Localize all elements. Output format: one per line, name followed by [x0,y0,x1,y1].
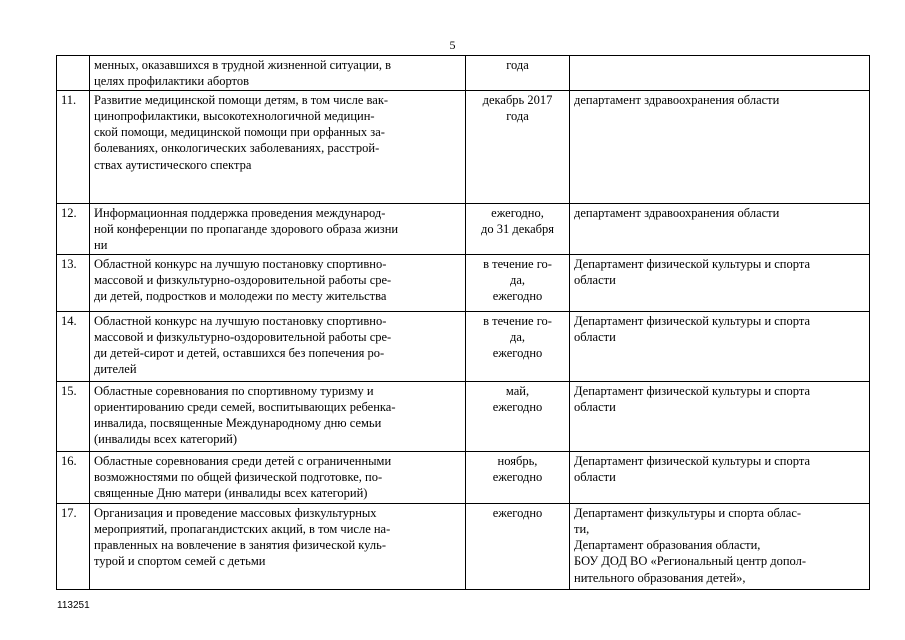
responsible-cell-line: Департамент физической культуры и спорта [574,313,810,328]
responsible-cell [570,90,870,203]
event-cell-line: священные Дню матери (инвалиды всех категорий) [94,486,368,501]
table-row [57,311,870,381]
responsible-cell-line: ти, [574,521,590,536]
term-cell-line: в течение го- [483,256,552,271]
event-cell-line: Областные соревнования по спортивному туризму и [94,383,374,398]
event-cell-line: ской помощи, медицинской помощи при орфанных за- [94,125,385,140]
term-cell [466,90,570,203]
term-cell-line: ежегодно [492,505,543,520]
term-cell-line: ежегодно [492,289,543,304]
event-cell-line: ной конференции по пропаганде здорового образа жизни [94,221,399,236]
event-cell-line: ориентированию среди семей, воспитывающих ребенка- [94,399,396,414]
term-cell [466,311,570,381]
term-cell-line: да, [509,329,526,344]
term-cell [466,203,570,254]
event-cell-line: Развитие медицинской помощи детям, в том числе вак- [94,92,389,107]
row-number: 12. [57,203,90,254]
event-cell-line: Организация и проведение массовых физкультурных [94,505,377,520]
event-cell-line: дителей [94,362,137,377]
term-cell [466,56,570,91]
event-cell [90,254,466,311]
event-cell-line: (инвалиды всех категорий) [94,432,238,447]
responsible-cell [570,311,870,381]
table-row [57,503,870,589]
footer-code: 113251 [57,600,90,611]
event-cell [90,56,466,91]
row-number: 15. [57,381,90,451]
event-cell-line: ди детей-сирот и детей, оставшихся без попечения ро- [94,346,385,361]
term-cell [466,451,570,503]
row-number: 16. [57,451,90,503]
term-cell-line: года [506,108,529,123]
responsible-cell-line: Департамент физической культуры и спорта [574,453,810,468]
responsible-cell [570,56,870,91]
responsible-cell [570,254,870,311]
event-cell [90,311,466,381]
event-cell-line: болеваниях, онкологических заболеваниях, расстрой- [94,141,380,156]
event-cell-line: массовой и физкультурно-оздоровительной работы сре- [94,272,392,287]
term-cell [466,381,570,451]
page-number: 5 [449,38,456,52]
table-row [57,56,870,91]
event-cell-line: мероприятий, пропагандистских акций, в том числе на- [94,521,391,536]
responsible-cell-line: области [574,272,616,287]
event-cell-line: массовой и физкультурно-оздоровительной работы сре- [94,329,392,344]
term-cell-line: декабрь 2017 [482,92,553,107]
row-number: 17. [57,503,90,589]
event-cell [90,90,466,203]
event-cell-line: Областные соревнования среди детей с ограниченными [94,453,392,468]
term-cell [466,503,570,589]
term-cell-line: ежегодно [492,469,543,484]
table-row [57,203,870,254]
term-cell [466,254,570,311]
responsible-cell [570,451,870,503]
row-number: 14. [57,311,90,381]
event-cell [90,503,466,589]
term-cell-line: да, [509,272,526,287]
row-number: 11. [57,90,90,203]
responsible-cell [570,203,870,254]
table-body [57,56,870,590]
responsible-cell [570,381,870,451]
term-cell-line: ноябрь, [497,453,538,468]
responsible-cell-line: департамент здравоохранения области [574,92,780,107]
responsible-cell [570,503,870,589]
table-row [57,90,870,203]
row-number [57,56,90,91]
event-cell [90,381,466,451]
responsible-cell-line: Департамент физической культуры и спорта [574,383,810,398]
responsible-cell-line: Департамент физкультуры и спорта облас- [574,505,802,520]
event-cell-line: цинопрофилактики, высокотехнологичной медицин- [94,108,375,123]
term-cell-line: до 31 декабря [480,221,555,236]
event-cell-line: возможностями по общей физической подготовке, по- [94,469,383,484]
responsible-cell-line: БОУ ДОД ВО «Региональный центр допол- [574,554,807,569]
responsible-cell-line: департамент здравоохранения области [574,205,780,220]
term-cell-line: ежегодно [492,346,543,361]
event-cell-line: ди детей, подростков и молодежи по месту жительства [94,289,387,304]
event-cell [90,203,466,254]
row-number: 13. [57,254,90,311]
event-cell-line: Областной конкурс на лучшую постановку спортивно- [94,256,387,271]
event-cell-line: Информационная поддержка проведения международ- [94,205,386,220]
event-cell-line: правленных на вовлечение в занятия физической куль- [94,538,386,553]
event-cell-line: Областной конкурс на лучшую постановку спортивно- [94,313,387,328]
event-cell-line: инвалида, посвященные Международному дню семьи [94,416,382,431]
event-cell-line: целях профилактики абортов [94,74,250,89]
term-cell-line: года [506,58,529,72]
responsible-cell-line: Департамент образования области, [574,538,761,553]
responsible-cell-line: области [574,399,616,414]
table-row [57,381,870,451]
table-row [57,451,870,503]
responsible-cell-line: области [574,329,616,344]
responsible-cell-line: нительного образования детей», [574,570,746,585]
term-cell-line: в течение го- [483,313,552,328]
responsible-cell-line: области [574,469,616,484]
event-cell-line: менных, оказавшихся в трудной жизненной ситуации, в [94,58,392,72]
events-table [56,55,870,590]
event-cell-line: турой и спортом семей с детьми [94,554,266,569]
term-cell-line: ежегодно [492,399,543,414]
responsible-cell-line: Департамент физической культуры и спорта [574,256,810,271]
event-cell-line: ни [94,238,108,253]
table-row [57,254,870,311]
event-cell-line: ствах аутистического спектра [94,157,252,172]
event-cell [90,451,466,503]
term-cell-line: ежегодно, [491,205,544,220]
term-cell-line: май, [505,383,530,398]
